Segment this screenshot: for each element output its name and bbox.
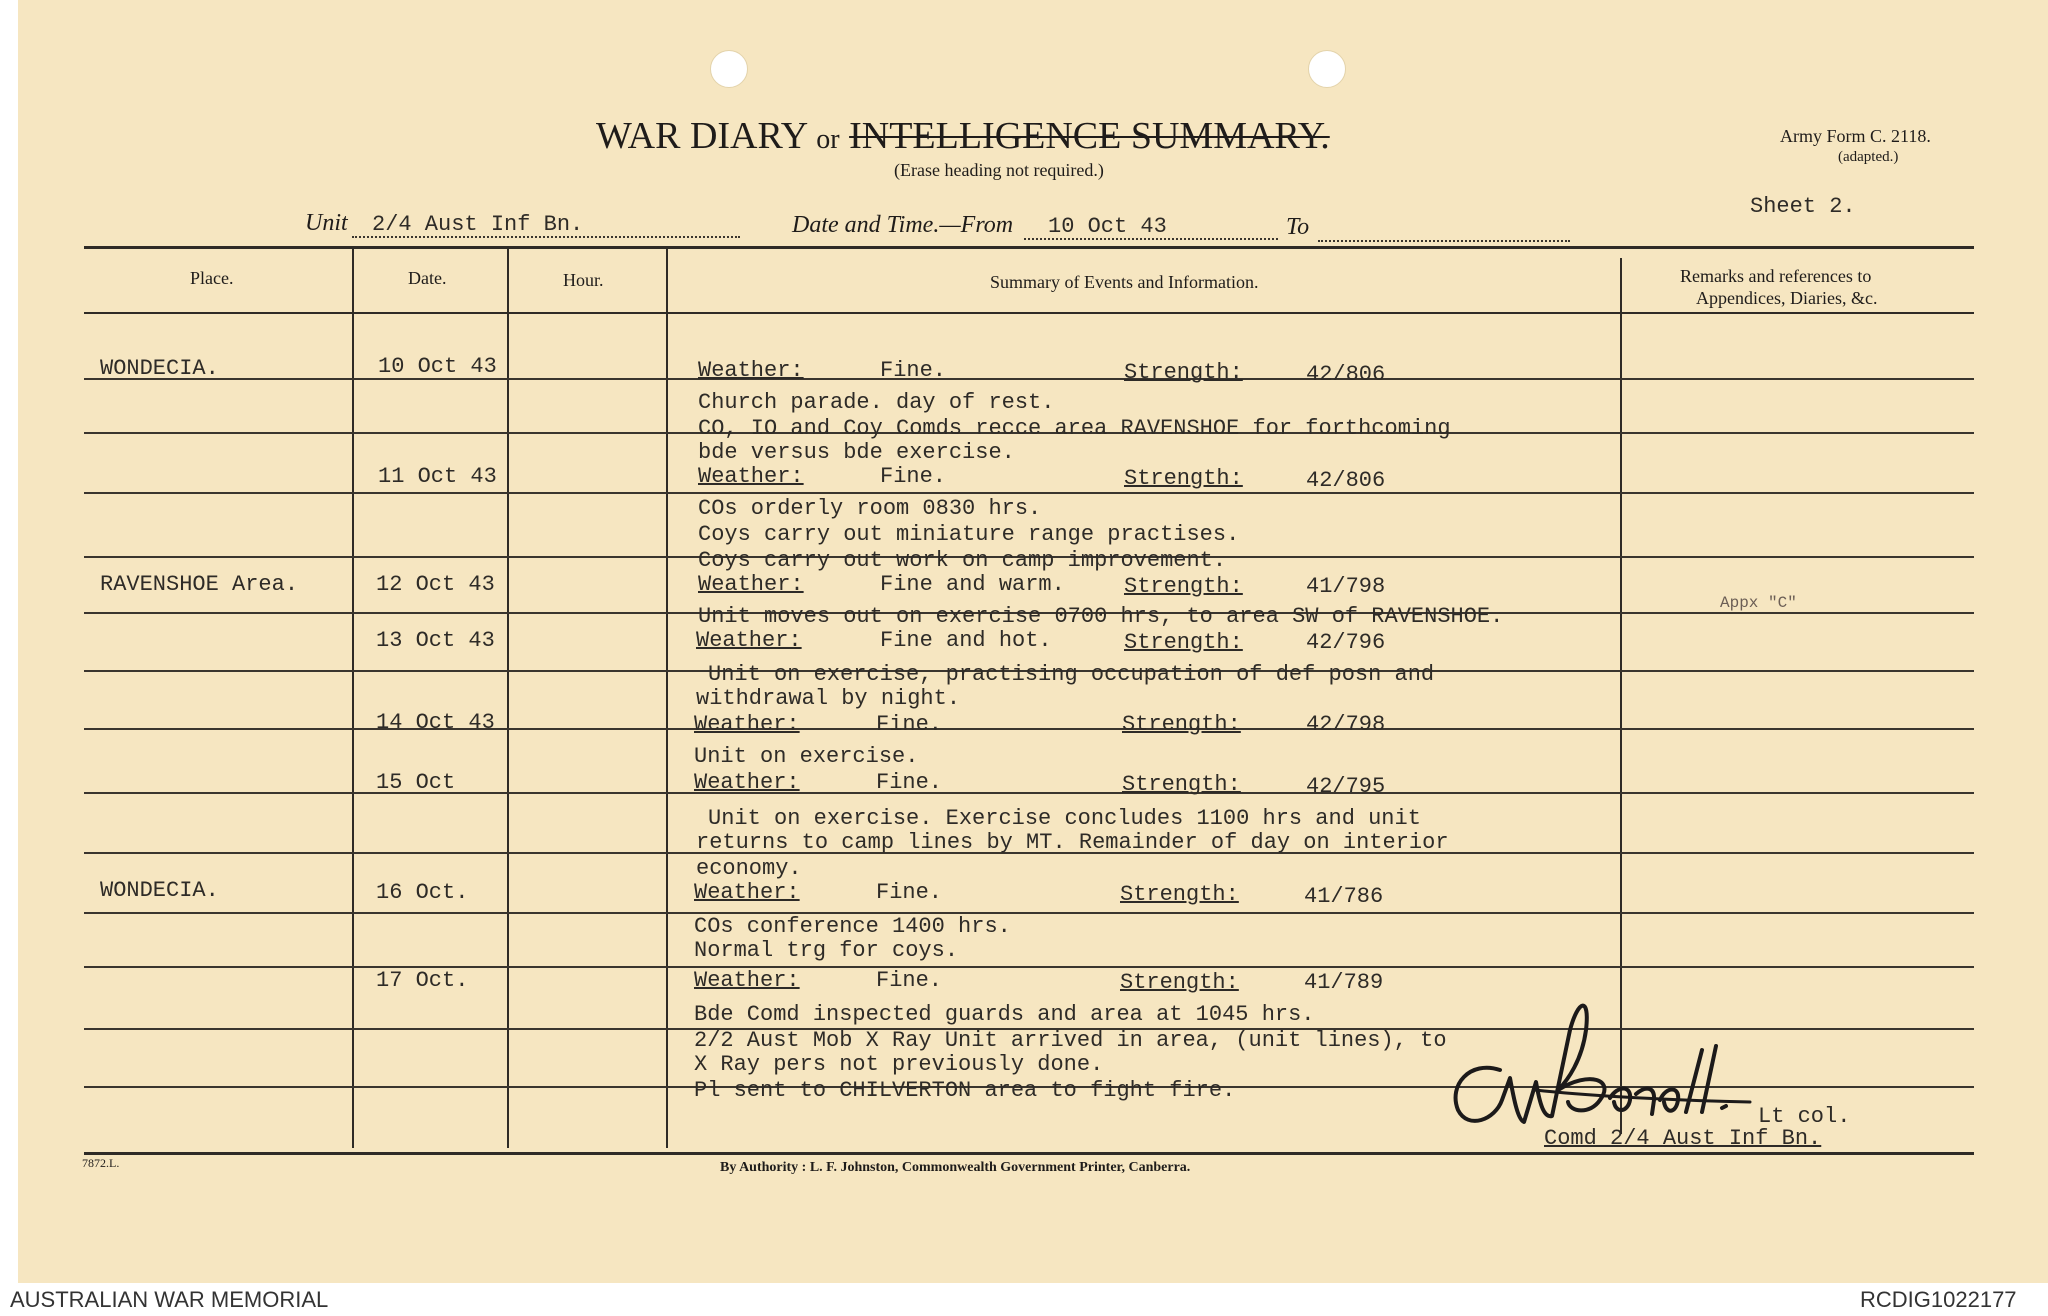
signatory-rank: Lt col. bbox=[1758, 1104, 1851, 1129]
archive-reference: RCDIG1022177 bbox=[1860, 1287, 2017, 1312]
date-from: 10 Oct 43 bbox=[1048, 214, 1167, 239]
weather-label: Weather: bbox=[698, 358, 804, 383]
strength-label: Strength: bbox=[1122, 712, 1241, 737]
printer-authority: By Authority : L. F. Johnston, Commonwealth Government Printer, Canberra. bbox=[720, 1160, 1191, 1175]
header-underline bbox=[84, 312, 1974, 314]
ruled-line bbox=[84, 792, 1974, 794]
weather-value: Fine and hot. bbox=[880, 628, 1052, 653]
header-place: Place. bbox=[190, 268, 234, 288]
entry-line: 2/2 Aust Mob X Ray Unit arrived in area, (unit lines), to bbox=[694, 1028, 1447, 1053]
weather-value: Fine. bbox=[876, 770, 943, 795]
to-line bbox=[1318, 240, 1570, 242]
strength-value: 41/789 bbox=[1304, 970, 1384, 995]
weather-value: Fine. bbox=[880, 464, 947, 489]
weather-label: Weather: bbox=[698, 464, 804, 489]
weather-label: Weather: bbox=[694, 712, 800, 737]
entry-line: COs orderly room 0830 hrs. bbox=[698, 496, 1042, 521]
date-15-oct: 15 Oct bbox=[376, 770, 456, 795]
ruled-line bbox=[84, 492, 1974, 494]
header-remarks-2: Appendices, Diaries, &c. bbox=[1696, 288, 1878, 308]
strength-label: Strength: bbox=[1124, 466, 1243, 491]
unit-value: 2/4 Aust Inf Bn. bbox=[372, 212, 584, 237]
header-date: Date. bbox=[408, 268, 447, 288]
entry-line: Coys carry out miniature range practises. bbox=[698, 522, 1240, 547]
date-13-oct: 13 Oct 43 bbox=[376, 628, 495, 653]
appendix-reference: Appx "C" bbox=[1720, 594, 1797, 612]
strength-value: 42/806 bbox=[1306, 468, 1386, 493]
form-title bbox=[596, 114, 1330, 158]
date-16-oct: 16 Oct. bbox=[376, 880, 469, 905]
entry-line: CO, IO and Coy Comds recce area RAVENSHOE for forthcoming bbox=[698, 416, 1451, 441]
entry-line: Normal trg for coys. bbox=[694, 938, 959, 963]
place-wondecia: WONDECIA. bbox=[100, 356, 219, 381]
entry-line: Church parade. day of rest. bbox=[698, 390, 1055, 415]
date-17-oct: 17 Oct. bbox=[376, 968, 469, 993]
title-or: or bbox=[816, 124, 840, 155]
strength-value: 42/795 bbox=[1306, 774, 1386, 799]
weather-label: Weather: bbox=[696, 628, 802, 653]
entry-line: economy. bbox=[696, 856, 802, 881]
col-divider-hour-summary bbox=[666, 248, 668, 1148]
place-ravenshoe: RAVENSHOE Area. bbox=[100, 572, 299, 597]
strength-value: 42/796 bbox=[1306, 630, 1386, 655]
entry-line: Coys carry out work on camp improvement. bbox=[698, 548, 1227, 573]
entry-line: Pl sent to CHILVERTON area to fight fire. bbox=[694, 1078, 1236, 1103]
weather-label: Weather: bbox=[694, 968, 800, 993]
entry-line: COs conference 1400 hrs. bbox=[694, 914, 1011, 939]
strength-label: Strength: bbox=[1124, 360, 1243, 385]
title-war-diary: WAR DIARY bbox=[596, 115, 807, 157]
to-label: To bbox=[1286, 214, 1310, 240]
weather-value: Fine. bbox=[876, 880, 943, 905]
ruled-line bbox=[84, 912, 1974, 914]
table-top-border bbox=[84, 246, 1974, 249]
weather-label: Weather: bbox=[698, 572, 804, 597]
strength-label: Strength: bbox=[1124, 574, 1243, 599]
entry-line: Unit moves out on exercise 0700 hrs, to area SW of RAVENSHOE. bbox=[698, 604, 1504, 629]
form-adapted: (adapted.) bbox=[1838, 149, 1899, 165]
form-number: Army Form C. 2118. bbox=[1780, 126, 1931, 146]
signatory-appointment: Comd 2/4 Aust Inf Bn. bbox=[1544, 1126, 1822, 1151]
table-bottom-border bbox=[84, 1152, 1974, 1155]
entry-line: Unit on exercise. Exercise concludes 1100 hrs and unit bbox=[708, 806, 1421, 831]
weather-value: Fine. bbox=[876, 968, 943, 993]
title-intelligence-summary: INTELLIGENCE SUMMARY. bbox=[849, 115, 1330, 157]
punch-hole bbox=[710, 50, 748, 88]
ruled-line bbox=[84, 378, 1974, 380]
date-12-oct: 12 Oct 43 bbox=[376, 572, 495, 597]
weather-value: Fine. bbox=[876, 712, 943, 737]
unit-label: Unit bbox=[305, 210, 348, 236]
strength-label: Strength: bbox=[1122, 772, 1241, 797]
entry-line: Unit on exercise, practising occupation of def posn and bbox=[708, 662, 1435, 687]
sheet-number: Sheet 2. bbox=[1750, 194, 1856, 219]
date-14-oct: 14 Oct 43 bbox=[376, 710, 495, 735]
entry-line: withdrawal by night. bbox=[696, 686, 961, 711]
entry-line: bde versus bde exercise. bbox=[698, 440, 1015, 465]
place-wondecia-return: WONDECIA. bbox=[100, 878, 219, 903]
weather-value: Fine. bbox=[880, 358, 947, 383]
strength-label: Strength: bbox=[1124, 630, 1243, 655]
col-divider-place-date bbox=[352, 248, 354, 1148]
weather-value: Fine and warm. bbox=[880, 572, 1065, 597]
date-10-oct: 10 Oct 43 bbox=[378, 354, 497, 379]
header-summary: Summary of Events and Information. bbox=[990, 272, 1259, 292]
strength-value: 41/786 bbox=[1304, 884, 1384, 909]
weather-label: Weather: bbox=[694, 770, 800, 795]
date-11-oct: 11 Oct 43 bbox=[378, 464, 497, 489]
form-code: 7872.L. bbox=[82, 1156, 120, 1170]
entry-line: Bde Comd inspected guards and area at 1045 hrs. bbox=[694, 1002, 1315, 1027]
header-remarks: Remarks and references to bbox=[1680, 266, 1872, 286]
header-hour: Hour. bbox=[563, 270, 604, 290]
archive-footer-bar bbox=[0, 1283, 2048, 1316]
strength-value: 42/806 bbox=[1306, 362, 1386, 387]
entry-line: returns to camp lines by MT. Remainder of day on interior bbox=[696, 830, 1449, 855]
strength-value: 41/798 bbox=[1306, 574, 1386, 599]
punch-hole bbox=[1308, 50, 1346, 88]
strength-label: Strength: bbox=[1120, 970, 1239, 995]
strength-value: 42/798 bbox=[1306, 712, 1386, 737]
archive-name: AUSTRALIAN WAR MEMORIAL bbox=[10, 1287, 329, 1312]
col-divider-date-hour bbox=[507, 248, 509, 1148]
ruled-line bbox=[84, 728, 1974, 730]
entry-line: Unit on exercise. bbox=[694, 744, 919, 769]
ruled-line bbox=[84, 966, 1974, 968]
erase-note: (Erase heading not required.) bbox=[894, 160, 1104, 180]
weather-label: Weather: bbox=[694, 880, 800, 905]
date-label: Date and Time.—From bbox=[792, 212, 1014, 238]
entry-line: X Ray pers not previously done. bbox=[694, 1052, 1104, 1077]
strength-label: Strength: bbox=[1120, 882, 1239, 907]
